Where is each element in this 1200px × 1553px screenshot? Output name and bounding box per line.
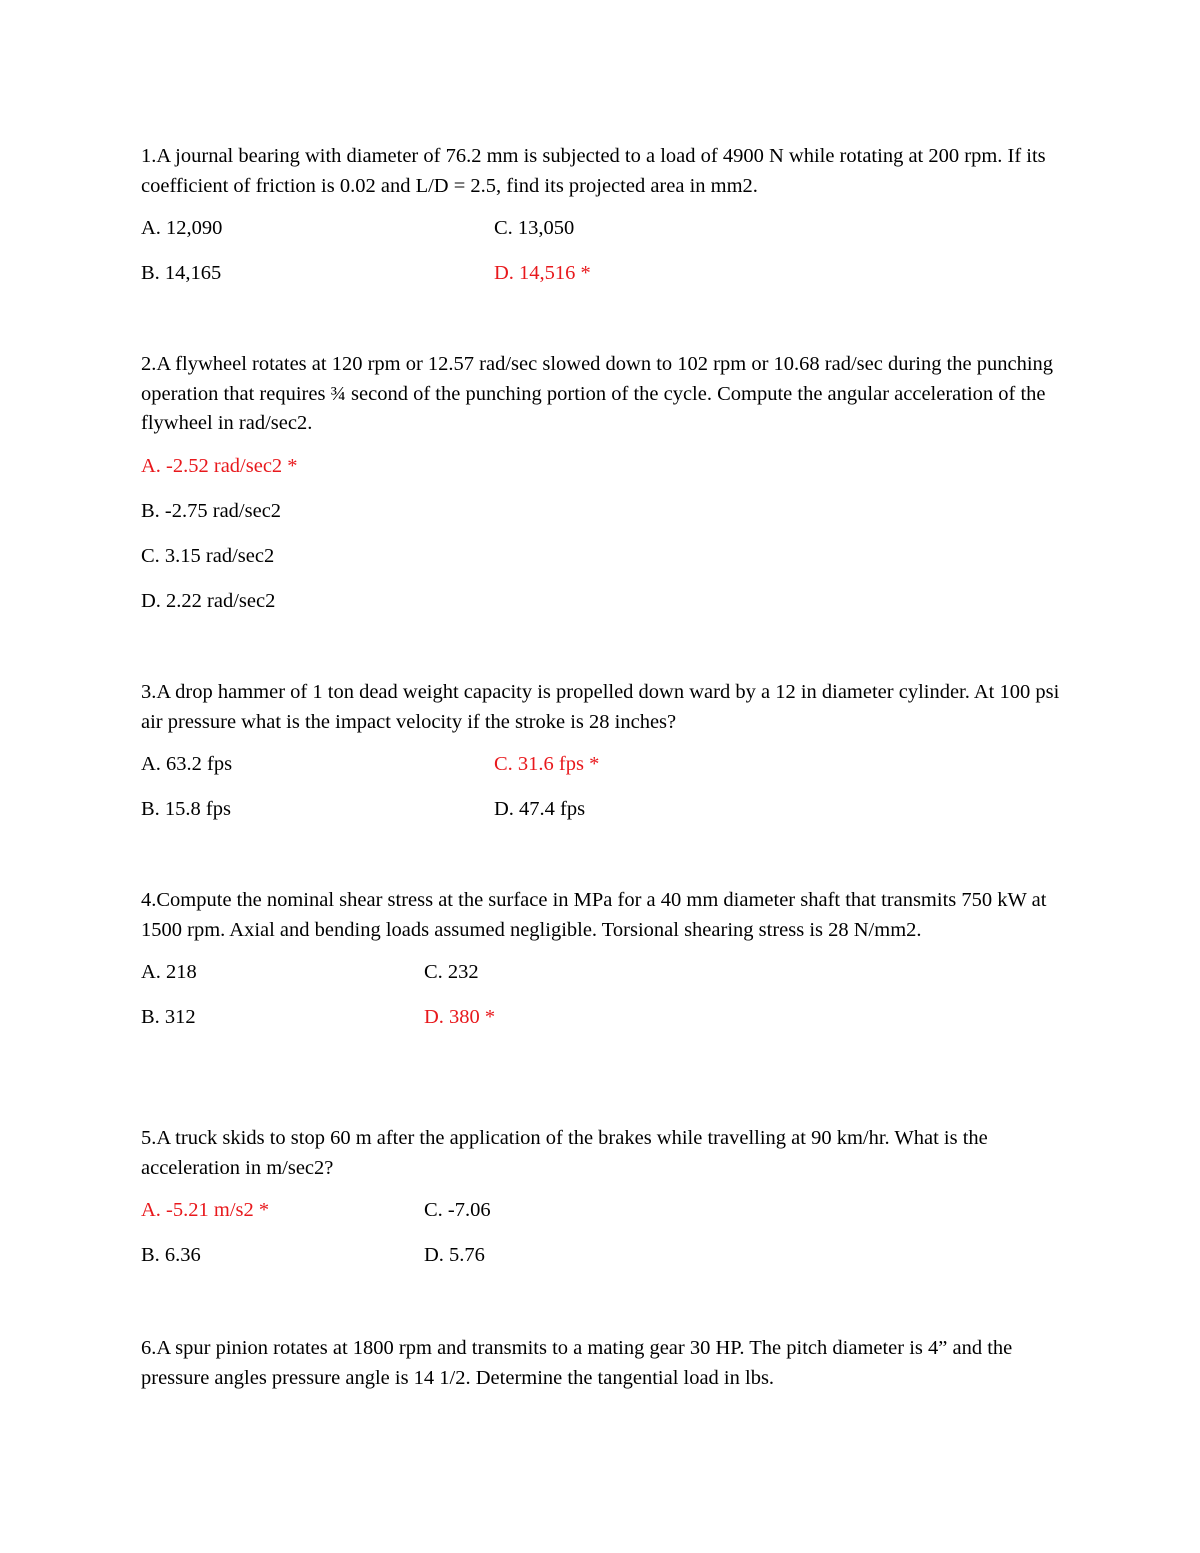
option-a-correct: A. -5.21 m/s2 *	[141, 1199, 270, 1222]
question-text: 2.A flywheel rotates at 120 rpm or 12.57 rad/sec slowed down to 102 rpm or 10.68 rad/sec during the punching operation that requires ¾ second of the punching portion of the cycle. Compute the angular acceleration of the flywheel in rad/sec2.	[141, 353, 1054, 435]
option-d-correct: D. 380 *	[424, 1006, 496, 1029]
option-c: C. 232	[424, 961, 479, 984]
option-b: B. 312	[141, 1006, 196, 1029]
question-6	[141, 1334, 1061, 1393]
question-1	[141, 142, 1061, 305]
option-a: A. 12,090	[141, 217, 223, 240]
question-text: 1.A journal bearing with diameter of 76.2 mm is subjected to a load of 4900 N while rotating at 200 rpm. If its coefficient of friction is 0.02 and L/D = 2.5, find its projected area in mm2.	[141, 145, 1046, 197]
option-b: B. -2.75 rad/sec2	[141, 499, 282, 522]
answer-options	[141, 751, 1061, 841]
option-c: C. 13,050	[494, 217, 575, 240]
option-c-correct: C. 31.6 fps *	[494, 753, 600, 776]
question-2	[141, 350, 1061, 633]
answer-options	[141, 215, 1061, 305]
option-d: D. 47.4 fps	[494, 798, 586, 821]
question-text: 4.Compute the nominal shear stress at the surface in MPa for a 40 mm diameter shaft that transmits 750 kW at 1500 rpm. Axial and bending loads assumed negligible. Torsional shearing stress is 28 N/mm2.	[141, 889, 1047, 941]
question-3	[141, 678, 1061, 841]
option-d-correct: D. 14,516 *	[494, 262, 591, 285]
option-b: B. 14,165	[141, 262, 222, 285]
option-c: C. -7.06	[424, 1199, 491, 1222]
option-d: D. 5.76	[424, 1244, 485, 1267]
question-text: 6.A spur pinion rotates at 1800 rpm and transmits to a mating gear 30 HP. The pitch diameter is 4” and the pressure angles pressure angle is 14 1/2. Determine the tangential load in lbs.	[141, 1337, 1013, 1389]
option-a: A. 63.2 fps	[141, 753, 233, 776]
question-text: 5.A truck skids to stop 60 m after the application of the brakes while travelling at 90 km/hr. What is the acceleration in m/sec2?	[141, 1127, 988, 1179]
option-d: D. 2.22 rad/sec2	[141, 589, 276, 612]
option-b: B. 6.36	[141, 1244, 201, 1267]
question-4	[141, 886, 1061, 1049]
option-a: A. 218	[141, 961, 197, 984]
answer-options	[141, 453, 1061, 614]
answer-options	[141, 1197, 1061, 1287]
option-a-correct: A. -2.52 rad/sec2 *	[141, 454, 298, 477]
question-5	[141, 1124, 1061, 1287]
answer-options	[141, 959, 1061, 1049]
option-b: B. 15.8 fps	[141, 798, 231, 821]
question-text: 3.A drop hammer of 1 ton dead weight capacity is propelled down ward by a 12 in diameter cylinder. At 100 psi air pressure what is the impact velocity if the stroke is 28 inches?	[141, 681, 1060, 733]
option-c: C. 3.15 rad/sec2	[141, 544, 275, 567]
